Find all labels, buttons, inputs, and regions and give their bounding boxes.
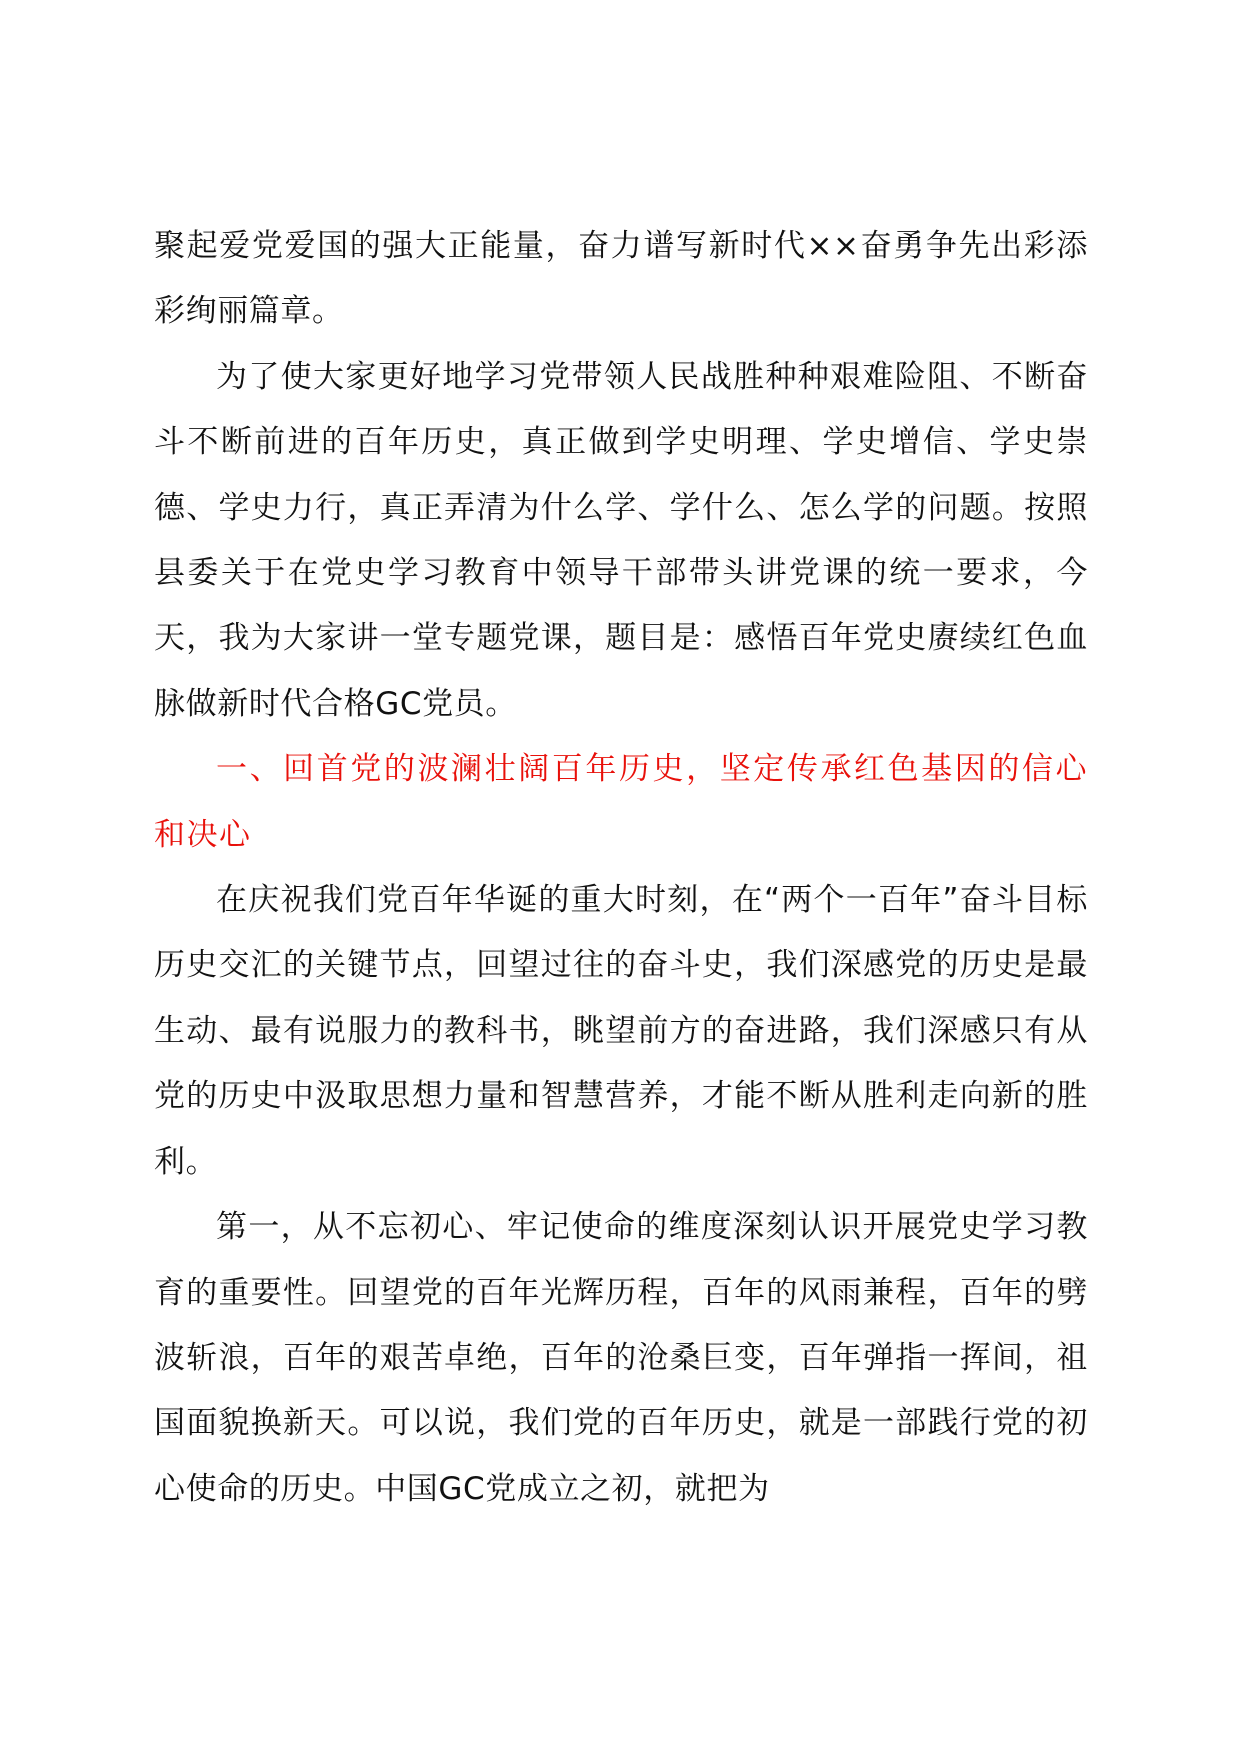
paragraph-continuation: 聚起爱党爱国的强大正能量，奋力谱写新时代××奋勇争先出彩添彩绚丽篇章。 xyxy=(154,228,1088,330)
paragraph-introduction: 为了使大家更好地学习党带领人民战胜种种艰难险阻、不断奋斗不断前进的百年历史，真正做到学史明理、学史增信、学史崇德、学史力行，真正弄清为什么学、学什么、怎么学的问题。按照县委关于在党史学习教育中领导干部带头讲党课的统一要求，今天，我为大家讲一堂专题党课，题目是：感悟百年党史赓续红色血脉做新时代合格GC党员。 xyxy=(154,358,1088,722)
document-body xyxy=(154,214,1088,1522)
paragraph-section-one-intro: 在庆祝我们党百年华诞的重大时刻，在“两个一百年”奋斗目标历史交汇的关键节点，回望过往的奋斗史，我们深感党的历史是最生动、最有说服力的教科书，眺望前方的奋进路，我们深感只有从党的历史中汲取思想力量和智慧营养，才能不断从胜利走向新的胜利。 xyxy=(154,882,1088,1180)
paragraph-point-first: 第一，从不忘初心、牢记使命的维度深刻认识开展党史学习教育的重要性。回望党的百年光辉历程，百年的风雨兼程，百年的劈波斩浪，百年的艰苦卓绝，百年的沧桑巨变，百年弹指一挥间，祖国面貌换新天。可以说，我们党的百年历史，就是一部践行党的初心使命的历史。中国GC党成立之初，就把为 xyxy=(154,1209,1088,1507)
section-heading-one: 一、回首党的波澜壮阔百年历史，坚定传承红色基因的信心和决心 xyxy=(154,751,1088,853)
